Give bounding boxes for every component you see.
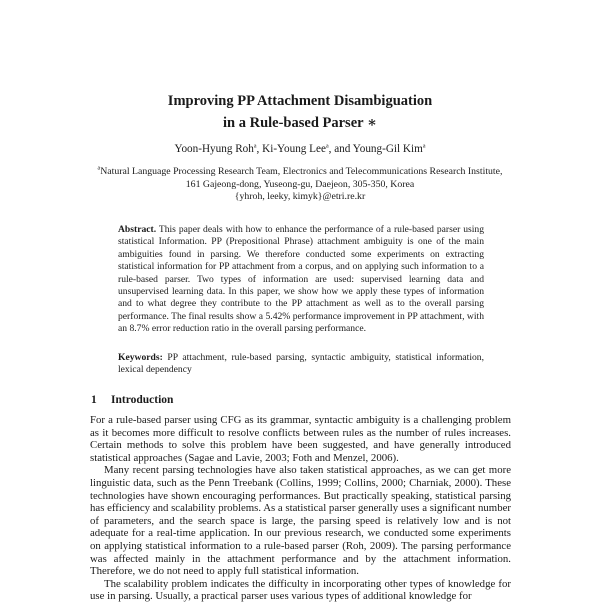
- author-name: Yoon-Hyung Roh: [174, 143, 254, 155]
- paragraph: The scalability problem indicates the difficulty in incorporating other types of knowledge for use in parsing. Usually, a practical parser uses various types of additional knowledge for: [90, 577, 511, 603]
- keywords-text: PP attachment, rule-based parsing, syntactic ambiguity, statistical information, lexical dependency: [118, 352, 484, 376]
- affiliation-marker: a: [97, 165, 101, 172]
- affiliation-emails: {yhroh, leeky, kimyk}@etri.re.kr: [234, 191, 366, 202]
- section-title: Introduction: [111, 394, 174, 406]
- section-heading: [91, 394, 173, 406]
- paragraph: Many recent parsing technologies have also taken statistical approaches, as we can get more linguistic data, such as the Penn Treebank (Collins, 1999; Collins, 2000; Charniak, 2000). These technologies have shown encouraging performances. But practically speaking, statistical parsing has efficiency and scalability problems. As a statistical parser generally uses a significant number of parameters, and the search space is large, the parsing speed is relatively low and is not adequate for a real-time application. In our previous research, we conducted some experiments on applying statistical information to a rule-based parser (Roh, 2009). The parsing performance was affected mainly in the attachment performance and by the attachment information. Therefore, we do not need to apply full statistical information.: [90, 464, 511, 578]
- author-separator: ,: [256, 143, 263, 155]
- author-list: [0, 143, 600, 155]
- paper-title-line1: Improving PP Attachment Disambiguation: [167, 93, 433, 109]
- affiliation-marker: a: [325, 143, 329, 150]
- affiliation-marker: a: [253, 143, 257, 150]
- abstract: [118, 224, 484, 336]
- paper-title-text: in a Rule-based Parser: [223, 115, 364, 131]
- affiliation-institute: Natural Language Processing Research Team, Electronics and Telecommunications Research Institute,: [100, 166, 503, 177]
- title-footnote-mark: ∗: [366, 115, 377, 131]
- author-name: Young-Gil Kim: [352, 143, 423, 155]
- affiliation-marker: a: [422, 143, 426, 150]
- section-number: 1: [91, 394, 97, 406]
- author-separator: , and: [328, 143, 353, 155]
- section-body: [90, 414, 511, 603]
- paragraph: For a rule-based parser using CFG as its grammar, syntactic ambiguity is a challenging problem as it becomes more difficult to resolve conflicts between rules as the number of rules increases. Certain methods to solve this problem have been suggested, and have generally introduced statistical approaches (Sagae and Lavie, 2003; Foth and Menzel, 2006).: [90, 414, 511, 464]
- paper-title-line2: [0, 114, 600, 132]
- abstract-label: Abstract.: [118, 224, 157, 235]
- abstract-text: This paper deals with how to enhance the performance of a rule-based parser using statistical Information. PP (Prepositional Phrase) attachment ambiguity is one of the main ambiguities found in parsing. We therefore conducted some experiments on extracting statistical information for PP attachment from a corpus, and on applying such information to a rule-based parser. Two types of information are used: supervised learning data and unsupervised learning data. In this paper, we show how we apply these types of information and to what degree they contribute to the PP attachment as well as to the overall parsing performance. The final results show a 5.42% performance improvement in PP attachment, with an 8.7% error reduction ratio in the overall parsing performance.: [118, 224, 484, 335]
- keywords: [118, 352, 484, 377]
- author-name: Ki-Young Lee: [262, 143, 326, 155]
- affiliation-block: [80, 166, 520, 204]
- keywords-label: Keywords:: [118, 352, 163, 363]
- affiliation-line: [80, 166, 520, 179]
- affiliation-address: 161 Gajeong-dong, Yuseong-gu, Daejeon, 305-350, Korea: [185, 178, 415, 190]
